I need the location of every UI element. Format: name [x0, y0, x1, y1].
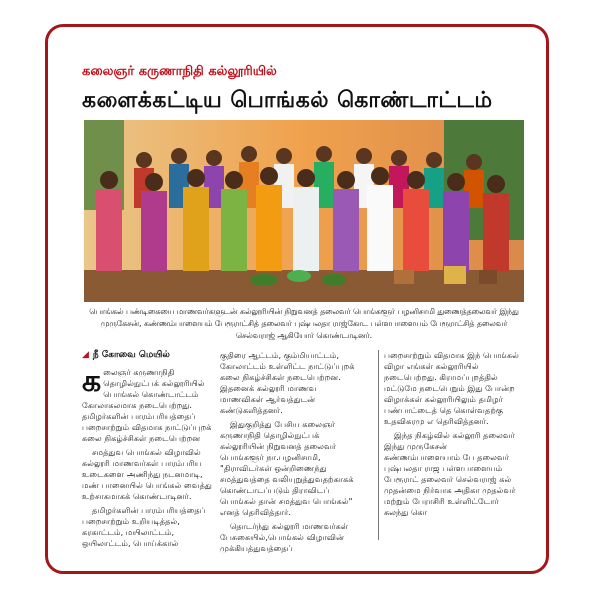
photo-caption: பொங்கல் பண்டிகையை மாணவர்களுடன் கல்லூரியின் நிறுவனத் தலைவர் பொங்களூர் பழனிசாமி துணைத்தலைவர் இந்து முருகேசன், கண்ணம்பாளையம் பேரூராட்சித் தலைவர் புஷ்பலதா ராஜ்கோட பள்ளபாளையம் பேரூராட்சித் தலைவர் செல்வராஜ் ஆகியோர் கொண்டாடினர். — [89, 307, 519, 340]
column-2-paragraph-3: தொடர்ந்து கல்லூரி மாணவர்கள் பேசுகையில்,பொங்கல் விழாவின் முக்கியத்துவத்தைப் — [220, 521, 349, 553]
article-photo — [84, 120, 524, 302]
article-kicker: கலைஞர் கருணாநிதி கல்லூரியில் — [82, 64, 277, 79]
column-2-paragraph-1: குதிரை ஆட்டம், கும்மியாட்டம், கோலாட்டம் உள்ளிட்ட நாட்டுப்புறக் கலை நிகழ்ச்சிகள் நடைபெற்றன. இதனைக் கல்லூரி மாணவ மாணவிகள் ஆர்வத்துடன் கண்டுகளித்தனர். — [220, 350, 355, 415]
column-divider — [378, 350, 379, 540]
article-column-3 — [384, 350, 524, 521]
column-2-paragraph-2: இதுகுறித்து பேசிய கலைஞர் கருணாநிதி தொழில்நுட்பக் கல்லூரியின் நிறுவனத் தலைவர் பொங்களூர் நா.பழனிசாமி, "திராவிடர்கள் ஒன்றிணைந்து சமத்துவத்தை வலியுறுத்துவதற்காகக் கொண்டாடப்படும் திராவிடப் பொங்கல் தான் சமத்துவ பொங்கல்" எனத் தெரிவித்தார். — [220, 419, 354, 517]
column-3-paragraph-2: இந்த நிகழ்வில் கல்லூரி தலைவர் இந்து முருகேசன் கண்ணம்பாளையாம் பே தலைவர் புஷ்பலதா ராஜ பள்ளபாளையம் பேரூராட் தலைவர் செல்வராஜ் கல் முதன்மை நிர்வாக அதிகா முதல்வர் மற்றும் பேராசிரி உள்ளிட்டோர் கலந்து கொ — [384, 430, 516, 517]
column-1-paragraph-2: சமத்துவ பொங்கல் விழாவில் கல்லூரி மாணவர்கள் பாரம்பரிய உடைகளை அணிந்து நடனமாடி, மண் பானையில் பொங்கல் வைத்து உற்சாகமாகக் கொண்டாடினர். — [82, 447, 213, 501]
group-photo-illustration — [84, 120, 524, 302]
byline — [82, 350, 216, 361]
triangle-icon: ◢ — [82, 350, 89, 360]
article-headline: களைக்கட்டிய பொங்கல் கொண்டாட்டம் — [82, 88, 493, 113]
column-1-paragraph-3: தமிழர்களின் பாரம்பரியத்தைப் பறைசாற்றும் உறியடித்தல், கரகாட்டம், மயிலாட்டம், ஒயிலாட்டம், பொய்க்கால் — [82, 505, 206, 548]
column-1-paragraph-1: லைஞர் கருணாநிதி தொழில்நுட்பக் கல்லூரியில் பொங்கல் கொண்டாட்டம் கோலாகலமாக நடைபெற்றது. தமிழர்களின் பாரம்பரியத்தைப் பறைசாற்றும் விதமாக நாட்டுப்புறக் கலை நிகழ்ச்சிகள் நடைபெற்றன — [82, 367, 212, 443]
drop-cap: க — [82, 364, 102, 399]
column-3-paragraph-1: பறைசாற்றும் விதமாக இந் பொங்கல் விழா எங்கள் கல்லூரியில் நடைபெற்றது. கிராமப்புறத்தில் மட்டுமே நடைபெறும் இது போன்ற விழாக்கள் கல்லூரியிலும் தமிழர் பண்பாட்டைத் தெ கொள்வதற்கு உதவிகரமு எ தெரிவித்தனர். — [384, 350, 519, 426]
byline-text: நீ கோவை மெயில் — [92, 350, 170, 360]
article-column-2 — [220, 350, 356, 557]
article-column-1 — [82, 350, 216, 552]
